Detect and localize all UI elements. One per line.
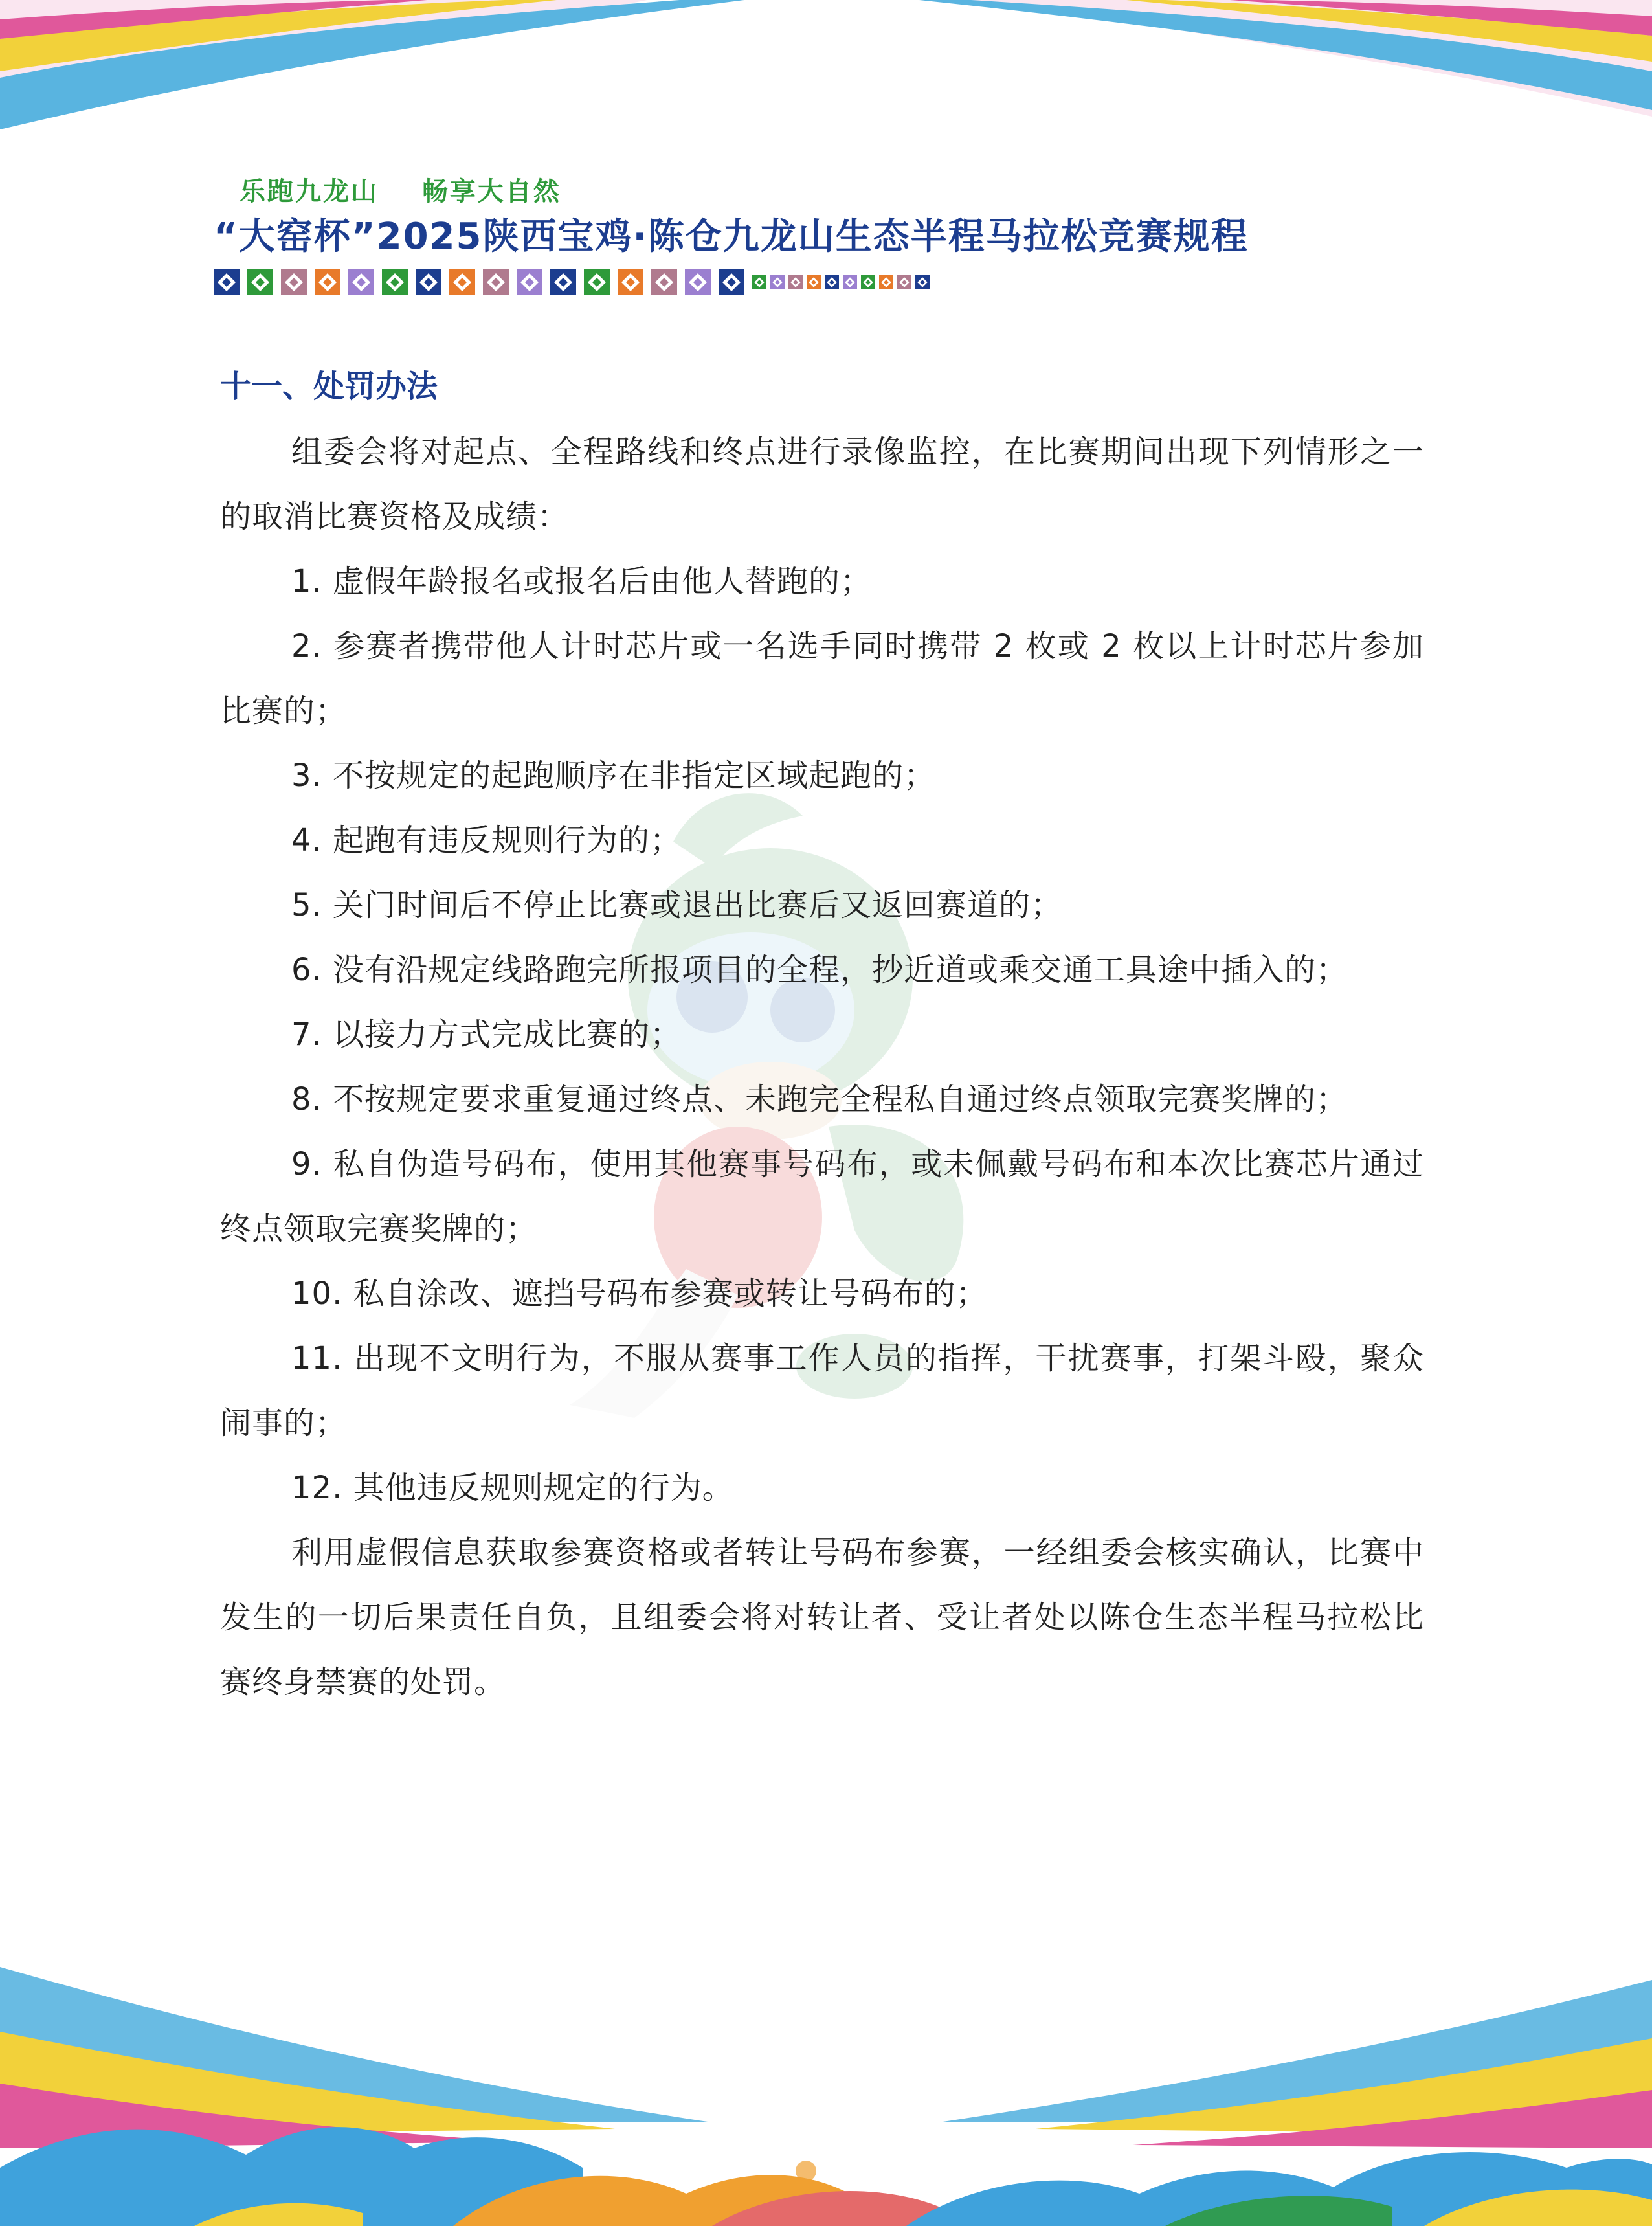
pattern-tile bbox=[315, 269, 340, 295]
list-item: 9. 私自伪造号码布，使用其他赛事号码布，或未佩戴号码布和本次比赛芯片通过终点领取完赛奖牌的； bbox=[220, 1146, 1424, 1247]
pattern-tile bbox=[517, 269, 542, 295]
list-item: 4. 起跑有违反规则行为的； bbox=[291, 822, 682, 859]
bottom-hills-decoration bbox=[0, 1954, 1652, 2226]
pattern-tile bbox=[584, 269, 610, 295]
list-item: 5. 关门时间后不停止比赛或退出比赛后又返回赛道的； bbox=[291, 887, 1063, 923]
closing-paragraph: 利用虚假信息获取参赛资格或者转让号码布参赛，一经组委会核实确认，比赛中发生的一切后果责任自负，且组委会将对转让者、受让者处以陈仓生态半程马拉松比赛终身禁赛的处罚。 bbox=[220, 1535, 1424, 1700]
list-item: 11. 出现不文明行为，不服从赛事工作人员的指挥，干扰赛事，打架斗殴，聚众闹事的； bbox=[220, 1340, 1424, 1441]
pattern-tile bbox=[247, 269, 273, 295]
pattern-tile bbox=[550, 269, 576, 295]
list-item: 6. 没有沿规定线路跑完所报项目的全程，抄近道或乘交通工具途中插入的； bbox=[291, 952, 1348, 988]
pattern-tile bbox=[788, 275, 803, 289]
section-heading: 十一、处罚办法 bbox=[220, 368, 438, 405]
pattern-tile bbox=[483, 269, 509, 295]
pattern-tile bbox=[416, 269, 441, 295]
pattern-tile bbox=[382, 269, 408, 295]
list-item: 12. 其他违反规则规定的行为。 bbox=[291, 1470, 734, 1506]
pattern-tile bbox=[281, 269, 307, 295]
pattern-tile bbox=[214, 269, 240, 295]
pattern-tile bbox=[618, 269, 643, 295]
pattern-tile bbox=[770, 275, 785, 289]
slogan-part-2: 畅享大自然 bbox=[421, 177, 561, 207]
list-item: 10. 私自涂改、遮挡号码布参赛或转让号码布的； bbox=[291, 1276, 988, 1312]
pattern-tile bbox=[879, 275, 893, 289]
list-item: 1. 虚假年龄报名或报名后由他人替跑的； bbox=[291, 563, 873, 600]
top-ribbon-decoration bbox=[0, 0, 1652, 168]
section-intro: 组委会将对起点、全程路线和终点进行录像监控，在比赛期间出现下列情形之一的取消比赛资格及成绩： bbox=[220, 434, 1424, 535]
list-item: 3. 不按规定的起跑顺序在非指定区域起跑的； bbox=[291, 758, 936, 794]
pattern-tile bbox=[752, 275, 766, 289]
pattern-tile bbox=[915, 275, 930, 289]
pattern-tile bbox=[685, 269, 711, 295]
pattern-strip bbox=[214, 269, 1444, 295]
slogan-part-1: 乐跑九龙山 bbox=[240, 177, 379, 207]
pattern-tile bbox=[897, 275, 911, 289]
document-title: “大窑杯”2025陕西宝鸡·陈仓九龙山生态半程马拉松竞赛规程 bbox=[214, 216, 1249, 258]
list-item: 8. 不按规定要求重复通过终点、未跑完全程私自通过终点领取完赛奖牌的； bbox=[291, 1081, 1348, 1118]
slogan bbox=[240, 175, 1444, 208]
pattern-tile bbox=[719, 269, 744, 295]
pattern-tile bbox=[807, 275, 821, 289]
pattern-tile bbox=[843, 275, 857, 289]
pattern-tile bbox=[651, 269, 677, 295]
list-item: 7. 以接力方式完成比赛的； bbox=[291, 1017, 682, 1053]
list-item: 2. 参赛者携带他人计时芯片或一名选手同时携带 2 枚或 2 枚以上计时芯片参加比赛的； bbox=[220, 628, 1424, 729]
pattern-tile bbox=[449, 269, 475, 295]
pattern-tile bbox=[348, 269, 374, 295]
pattern-tile bbox=[825, 275, 839, 289]
pattern-tile bbox=[861, 275, 875, 289]
document-body bbox=[220, 350, 1424, 1714]
document-header bbox=[214, 175, 1444, 295]
